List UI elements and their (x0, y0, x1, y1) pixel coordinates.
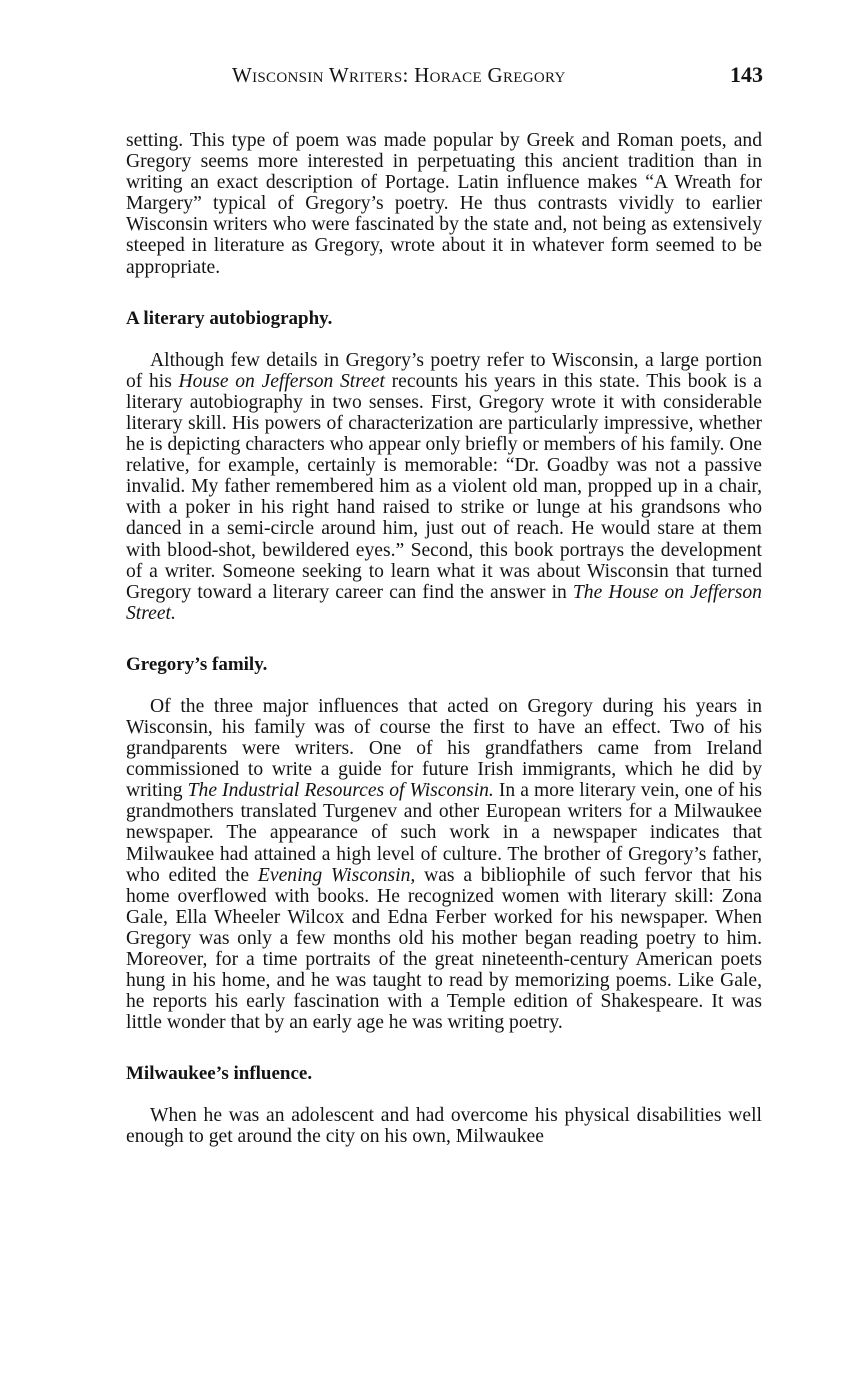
paragraph-text: Of the three major influences that acted on Gregory during his years in Wisconsin, his family was of course the first to have an effect. Two of his grandparents were writers. One of his grandfathers came from Ireland commissioned to write a guide for future Irish immigrants, which he did by writing (126, 695, 762, 802)
book-title: House on Jefferson Street (178, 370, 385, 392)
paragraph-text: recounts his years in this state. This book is a literary autobiography in two senses. First, Gregory wrote it with considerable literary skill. His powers of characterization are particularly impressive, whether he is depicting characters who appear only briefly or members of his family. One relative, for example, certainly is memorable: “Dr. Goadby was not a passive invalid. My father remembered him as a violent old man, propped up in a chair, with a poker in his right hand raised to strike or lunge at his grandsons who danced in a semi-circle around him, just out of reach. He would stare at them with blood-shot, bewildered eyes.” Second, this book portrays the development of a writer. Someone seeking to learn what it was about Wisconsin that turned Gregory toward a literary career can find the answer in (126, 370, 763, 603)
section-heading-milwaukees-influence: Milwaukee’s influence. (126, 1063, 313, 1085)
paragraph-text: In a more literary vein, one of his grandmothers translated Turgenev and other European writers for a Milwaukee newspaper. The appearance of such work in a newspaper indicates that Milwaukee had attained a high level of culture. The brother of Gregory’s father, who edited the (126, 780, 763, 886)
paragraph-text: setting. This type of poem was made popular by Greek and Roman poets, and Gregory seems more interested in perpetuating this ancient tradition than in writing an exact description of Portage. Latin influence makes “A Wreath for Margery” typical of Gregory’s poetry. He thus contrasts vividly to earlier Wisconsin writers who were fascinated by the state and, not being as extensively steeped in literature as Gregory, wrote about it in whatever form seemed to be appropriate. (126, 130, 762, 278)
running-title: Wisconsin Writers: Horace Gregory (232, 63, 566, 87)
book-title: The Industrial Resources of Wisconsin. (187, 780, 494, 802)
section-heading-gregorys-family: Gregory’s family. (126, 653, 268, 675)
paragraph-autobiography (126, 350, 762, 624)
newspaper-title: Evening Wisconsin, (257, 864, 416, 886)
body-text (126, 130, 762, 1148)
paragraph-text: When he was an adolescent and had overcome his physical disabilities well enough to get around the city on his own, Milwaukee (126, 1105, 762, 1148)
paragraph-continued (126, 130, 762, 278)
page-number: 143 (730, 62, 763, 87)
paragraph-text: Although few details in Gregory’s poetry refer to Wisconsin, a large portion of his (126, 349, 762, 392)
book-title: The House on Jefferson Street. (126, 581, 762, 624)
paragraph-milwaukee (126, 1105, 762, 1147)
paragraph-family (126, 696, 762, 1034)
paragraph-text: was a bibliophile of such fervor that his home overflowed with books. He recognized women with literary skill: Zona Gale, Ella Wheeler Wilcox and Edna Ferber worked for his newspaper. When Gregory was only a few months old his mother began reading poetry to him. Moreover, for a time portraits of the great nineteenth-century American poets hung in his home, and he was taught to read by memorizing poems. Like Gale, he reports his early fascination with a Temple edition of Shakespeare. It was little wonder that by an early age he was writing poetry. (126, 864, 762, 1034)
running-header (0, 63, 859, 93)
section-heading-literary-autobiography: A literary autobiography. (126, 307, 333, 329)
